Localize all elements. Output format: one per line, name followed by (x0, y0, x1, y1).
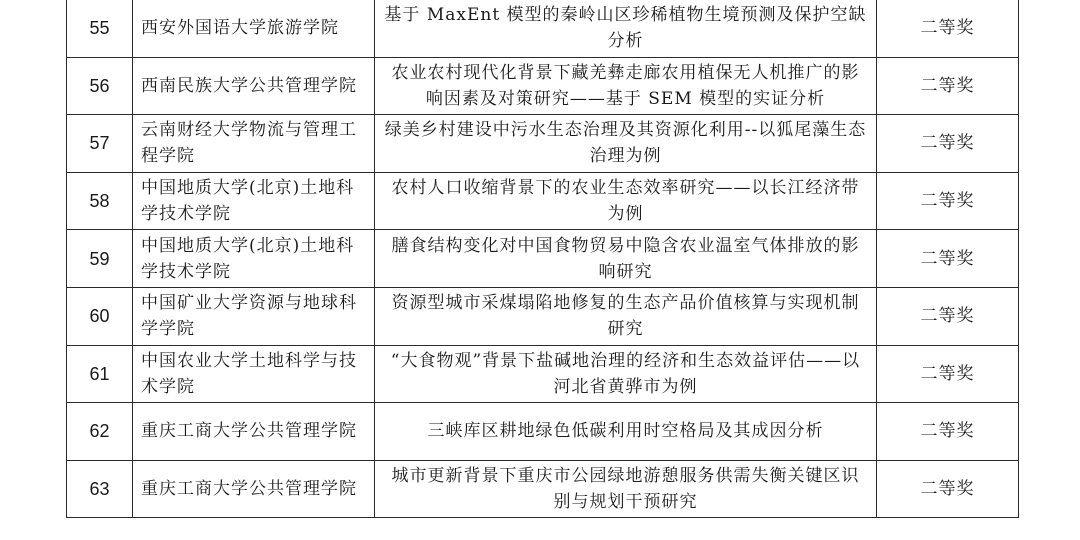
awards-table-container (66, 0, 1018, 518)
table-row (67, 57, 1019, 115)
school-name: 西安外国语大学旅游学院 (133, 0, 375, 57)
award-level: 二等奖 (877, 230, 1019, 288)
project-title: 膳食结构变化对中国食物贸易中隐含农业温室气体排放的影响研究 (375, 230, 877, 288)
project-title: 城市更新背景下重庆市公园绿地游憩服务供需失衡关键区识别与规划干预研究 (375, 460, 877, 518)
row-number: 58 (67, 172, 133, 230)
table-row (67, 115, 1019, 173)
table-row (67, 0, 1019, 57)
school-name: 云南财经大学物流与管理工程学院 (133, 115, 375, 173)
row-number: 62 (67, 403, 133, 461)
school-name: 重庆工商大学公共管理学院 (133, 460, 375, 518)
row-number: 63 (67, 460, 133, 518)
table-row (67, 172, 1019, 230)
school-name: 重庆工商大学公共管理学院 (133, 403, 375, 461)
row-number: 61 (67, 345, 133, 403)
award-level: 二等奖 (877, 57, 1019, 115)
award-level: 二等奖 (877, 0, 1019, 57)
project-title: “大食物观”背景下盐碱地治理的经济和生态效益评估——以河北省黄骅市为例 (375, 345, 877, 403)
table-row (67, 460, 1019, 518)
row-number: 60 (67, 287, 133, 345)
table-row (67, 345, 1019, 403)
project-title: 农村人口收缩背景下的农业生态效率研究——以长江经济带为例 (375, 172, 877, 230)
award-level: 二等奖 (877, 287, 1019, 345)
award-level: 二等奖 (877, 403, 1019, 461)
school-name: 中国矿业大学资源与地球科学学院 (133, 287, 375, 345)
award-level: 二等奖 (877, 460, 1019, 518)
school-name: 中国地质大学(北京)土地科学技术学院 (133, 172, 375, 230)
school-name: 西南民族大学公共管理学院 (133, 57, 375, 115)
row-number: 57 (67, 115, 133, 173)
project-title: 基于 MaxEnt 模型的秦岭山区珍稀植物生境预测及保护空缺分析 (375, 0, 877, 57)
project-title: 农业农村现代化背景下藏羌彝走廊农用植保无人机推广的影响因素及对策研究——基于 SEM 模型的实证分析 (375, 57, 877, 115)
school-name: 中国农业大学土地科学与技术学院 (133, 345, 375, 403)
school-name: 中国地质大学(北京)土地科学技术学院 (133, 230, 375, 288)
project-title: 绿美乡村建设中污水生态治理及其资源化利用--以狐尾藻生态治理为例 (375, 115, 877, 173)
project-title: 资源型城市采煤塌陷地修复的生态产品价值核算与实现机制研究 (375, 287, 877, 345)
table-row (67, 403, 1019, 461)
row-number: 56 (67, 57, 133, 115)
award-level: 二等奖 (877, 115, 1019, 173)
award-level: 二等奖 (877, 345, 1019, 403)
table-row (67, 230, 1019, 288)
project-title: 三峡库区耕地绿色低碳利用时空格局及其成因分析 (375, 403, 877, 461)
row-number: 59 (67, 230, 133, 288)
awards-table (66, 0, 1019, 518)
table-row (67, 287, 1019, 345)
row-number: 55 (67, 0, 133, 57)
award-level: 二等奖 (877, 172, 1019, 230)
